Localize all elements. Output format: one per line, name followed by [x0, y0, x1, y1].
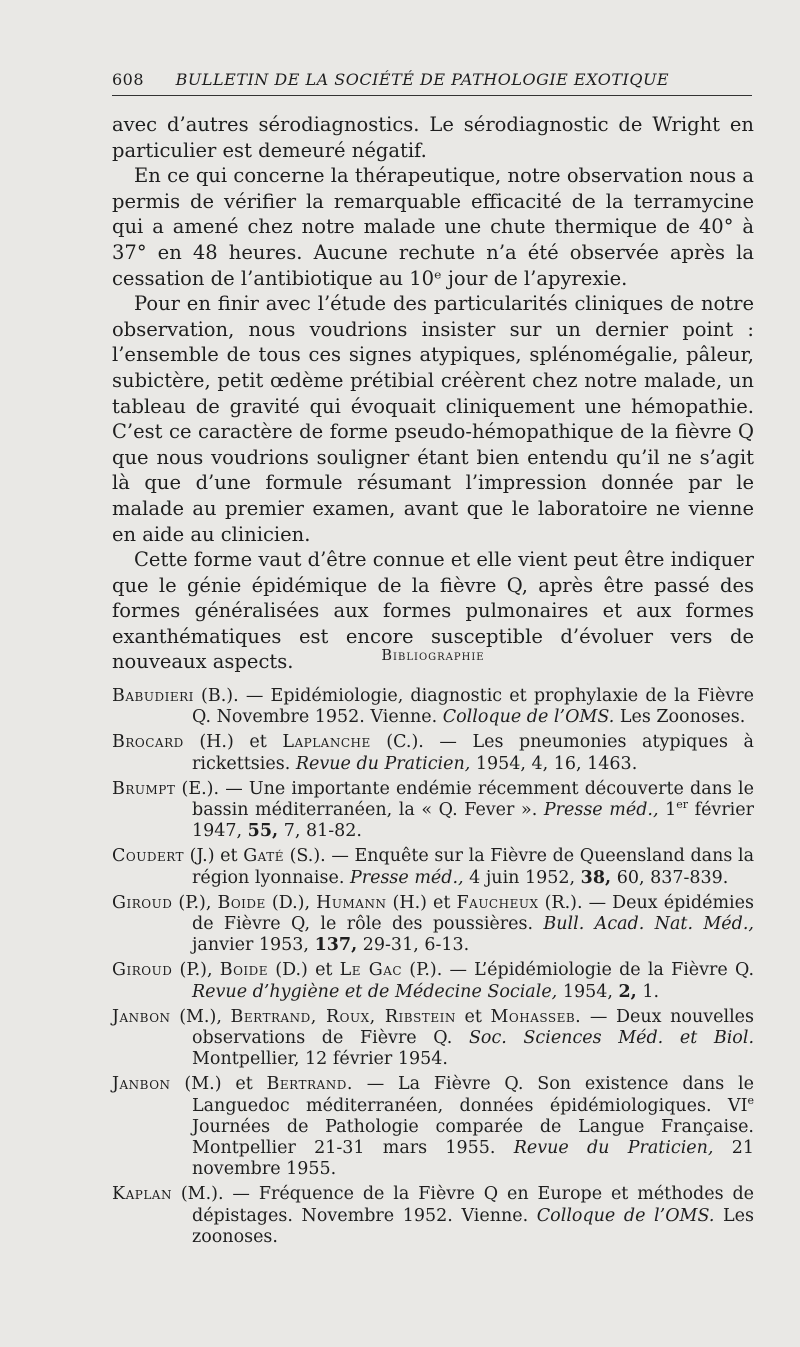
ref-text: 29-31, 6-13. — [357, 935, 470, 956]
ref-text: (M.) et — [170, 1074, 267, 1095]
ref-text: 4 juin 1952, — [463, 867, 581, 888]
ref-source: Revue du Praticien, — [513, 1138, 714, 1159]
bibliography-list — [112, 686, 754, 1252]
ref-author: Giroud — [112, 892, 173, 913]
bibliography-heading: Bibliographie — [381, 648, 485, 664]
paragraph: En ce qui concerne la thérapeutique, notre observation nous a permis de vérifier la remarquable efficacité de la terramycine qui a amené chez notre malade une chute thermique de 40° à 37° en 48 heures. Aucune rechute n’a été observée après la cessation de l’antibiotique au 10ᵉ jour de l’apyrexie. — [112, 164, 754, 290]
ref-author: Gaté — [243, 846, 284, 867]
ref-source: Revue du Praticien, — [295, 753, 471, 774]
ref-text: — Deux nouvelles observations de Fièvre Q. — [192, 1006, 755, 1049]
ref-text: (P.), — [172, 892, 218, 913]
ref-author: Humann — [316, 892, 387, 913]
ref-text: 21 novembre 1955. — [192, 1138, 754, 1180]
ref-text: (D.), — [265, 892, 317, 913]
ref-text: 1. — [636, 981, 660, 1002]
ref-text: 60, 837-839. — [611, 867, 729, 888]
ref-volume: 38, — [580, 867, 612, 888]
ref-author: Brumpt — [112, 778, 176, 799]
ref-text: février 1947, — [192, 800, 754, 842]
ref-volume: 2, — [618, 981, 637, 1002]
ref-text: (E.). — Une importante endémie récemment découverte dans le bassin méditerranéen, la « Q. Fever ». — [175, 778, 754, 821]
paragraph: Pour en finir avec l’étude des particularités cliniques de notre observation, nous voudrions insister sur un dernier point : l’ensemble de tous ces signes atypiques, splénomégalie, pâleur, subictère, petit œdème prétibial créèrent chez notre malade, un tableau de gravité qui évoquait cliniquement une hémopathie. C’est ce caractère de forme pseudo-hémopathique de la fièvre Q que nous voudrions souligner étant bien entendu qu’il ne s’agit là que d’une formule résumant l’impression donnée par le malade au premier examen, avant que le laboratoire ne vienne en aide au clinicien. — [112, 292, 754, 546]
ref-source: Bull. Acad. Nat. Méd., — [543, 914, 754, 935]
running-header — [112, 70, 752, 96]
ref-volume: 137, — [314, 935, 358, 956]
ref-author: Bertrand, Roux, Ribstein — [230, 1006, 456, 1027]
ref-text: (P.), — [172, 960, 220, 981]
ref-text: (J.) et — [184, 846, 244, 867]
ref-author: Giroud — [112, 960, 173, 981]
reference-entry — [112, 893, 754, 957]
ref-source: Presse méd., — [543, 800, 659, 821]
ref-text: Les Zoonoses. — [614, 707, 746, 728]
ref-text: 1954, — [557, 981, 619, 1002]
ref-source: Presse méd., — [349, 867, 464, 888]
ref-author: Coudert — [112, 846, 185, 867]
ref-author: Babudieri — [112, 686, 194, 706]
ref-author: Janbon — [112, 1006, 171, 1027]
ref-author: Boide — [217, 892, 266, 913]
ref-author: Laplanche — [282, 732, 371, 753]
ref-text: (R.). — Deux épidémies de Fièvre Q, le rôle des poussières. — [192, 892, 754, 935]
ref-text: Journées de Pathologie comparée de Langue Française. Montpellier 21-31 mars 1955. — [192, 1116, 754, 1159]
ref-text: Les zoonoses. — [192, 1205, 754, 1247]
ref-author: Faucheux — [456, 892, 539, 913]
ref-text: (H.) et — [386, 892, 457, 913]
ref-text: — La Fièvre Q. Son existence dans le Languedoc méditerranéen, données épidémiologiques. VI — [192, 1074, 754, 1116]
ref-text: 7, 81-82. — [278, 821, 362, 842]
ref-text: janvier 1953, — [192, 935, 315, 956]
ref-superscript: e — [747, 1093, 754, 1107]
reference-entry — [112, 960, 754, 1002]
reference-entry — [112, 1184, 754, 1248]
ref-text: Montpellier, 12 février 1954. — [192, 1049, 448, 1070]
ref-source: Soc. Sciences Méd. et Biol. — [468, 1028, 755, 1049]
page-number: 608 — [112, 70, 145, 89]
ref-author: Bertrand. — [266, 1074, 353, 1095]
reference-entry — [112, 846, 754, 888]
ref-text: (M.). — Fréquence de la Fièvre Q en Europe et méthodes de dépistages. Novembre 1952. Vienne. — [171, 1184, 754, 1226]
ref-source: Colloque de l’OMS. — [536, 1205, 715, 1226]
ref-volume: 55, — [247, 821, 279, 842]
reference-entry — [112, 686, 754, 728]
ref-text: (C.). — Les pneumonies atypiques à rickettsies. — [192, 732, 754, 774]
ref-source: Colloque de l’OMS. — [442, 707, 615, 728]
ref-source: Revue d’hygiène et de Médecine Sociale, — [192, 981, 558, 1002]
ref-text: (M.), — [170, 1006, 231, 1027]
paragraph: Cette forme vaut d’être connue et elle vient peut être indiquer que le génie épidémique de la fièvre Q, après être passé des formes généralisées aux formes pulmonaires et aux formes exanthématiques est encore susceptible d’évoluer vers de nouveaux aspects. — [112, 548, 754, 674]
reference-entry — [112, 1074, 754, 1180]
ref-author: Janbon — [112, 1074, 171, 1095]
ref-text: (B.). — Epidémiologie, diagnostic et prophylaxie de la Fièvre Q. Novembre 1952. Vienne. — [192, 686, 754, 728]
ref-text: 1954, 4, 16, 1463. — [470, 753, 638, 774]
ref-text: (H.) et — [183, 732, 283, 753]
reference-entry — [112, 779, 754, 843]
ref-author: Boide — [219, 960, 269, 981]
reference-entry — [112, 732, 754, 774]
ref-text: (D.) et — [268, 960, 340, 981]
ref-text: (S.). — Enquête sur la Fièvre de Queensland dans la région lyonnaise. — [192, 846, 755, 888]
ref-author: Kaplan — [112, 1184, 172, 1205]
paragraph: avec d’autres sérodiagnostics. Le sérodiagnostic de Wright en particulier est demeuré négatif. — [112, 113, 754, 162]
ref-author: Mohasseb. — [490, 1006, 582, 1027]
ref-author: Le Gac — [339, 960, 403, 981]
ref-text: 1 — [658, 800, 677, 821]
ref-text: (P.). — L’épidémiologie de la Fièvre Q. — [402, 960, 755, 981]
ref-superscript: er — [676, 798, 689, 812]
body-text — [112, 112, 754, 675]
ref-author: Brocard — [112, 732, 184, 753]
ref-text: et — [455, 1006, 491, 1027]
reference-entry — [112, 1007, 754, 1071]
journal-title: BULLETIN DE LA SOCIÉTÉ DE PATHOLOGIE EXOTIQUE — [175, 70, 670, 89]
